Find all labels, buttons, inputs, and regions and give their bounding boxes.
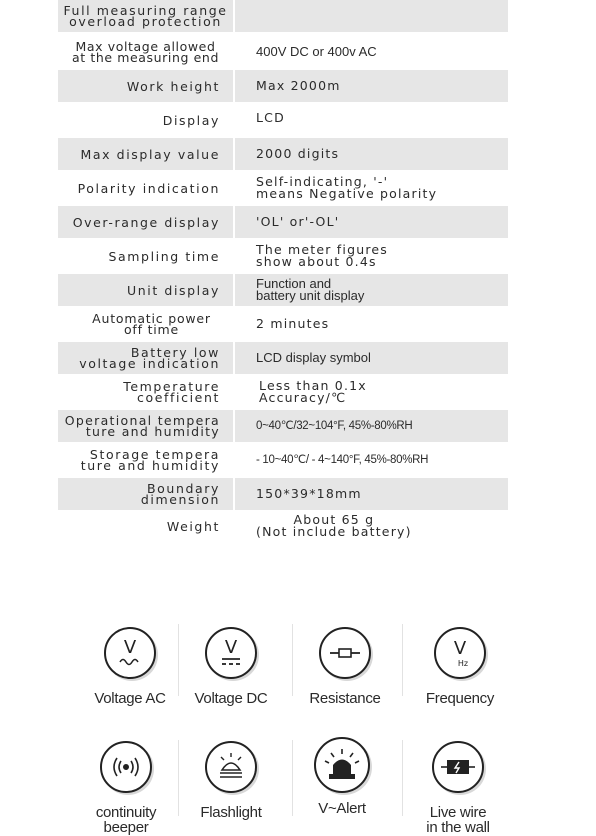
spec-label: Unit display <box>126 282 220 298</box>
feature-label: Voltage DC <box>194 690 268 707</box>
v-alert-icon <box>314 737 370 793</box>
spec-value: 0~40℃/32~104°F, 45%-80%RH <box>256 420 413 432</box>
spec-label: Weight <box>166 518 220 534</box>
spec-label: Max display value <box>80 146 220 162</box>
spec-value: 150*39*18mm <box>256 486 362 501</box>
spec-value: Function and battery unit display <box>256 276 365 303</box>
voltage-dc-icon <box>205 627 257 679</box>
feature-label: V~Alert <box>318 800 366 817</box>
feature-voltage-ac <box>75 627 185 706</box>
spec-value: 'OL' or'-OL' <box>256 214 340 229</box>
spec-label: Battery low voltage indication <box>79 345 220 371</box>
feature-label: Flashlight <box>200 804 262 821</box>
spec-label: Boundary dimension <box>140 481 220 507</box>
live-wire-icon <box>432 741 484 793</box>
feature-resistance <box>290 627 400 706</box>
spec-label: Operational tempera ture and humidity <box>64 413 220 439</box>
flashlight-icon <box>205 741 257 793</box>
spec-value: About 65 g (Not include battery) <box>256 512 412 539</box>
spec-label: Work height <box>126 78 220 94</box>
feature-label: Frequency <box>425 690 495 707</box>
spec-label: Polarity indication <box>77 180 220 196</box>
spec-value: Max 2000m <box>256 78 341 93</box>
resistance-icon <box>319 627 371 679</box>
spec-label: Sampling time <box>108 248 220 264</box>
spec-value: LCD display symbol <box>256 350 371 365</box>
spec-label: Automatic power off time <box>92 311 211 337</box>
spec-label: Temperature coefficient <box>123 379 220 405</box>
feature-continuity-beeper <box>71 741 181 835</box>
spec-value: LCD <box>256 110 285 125</box>
spec-value: 400V DC or 400v AC <box>256 44 377 59</box>
spec-value: - 10~40℃/ - 4~140°F, 45%-80%RH <box>256 454 429 466</box>
spec-label: Max voltage allowed at the measuring end <box>72 39 219 65</box>
continuity-beeper-icon <box>100 741 152 793</box>
svg-text:V: V <box>453 638 467 659</box>
feature-live-wire <box>403 741 513 835</box>
feature-voltage-dc <box>176 627 286 706</box>
spec-value: Less than 0.1x Accuracy/℃ <box>259 378 367 405</box>
feature-v-alert <box>287 737 397 816</box>
feature-label: Voltage AC <box>94 690 166 707</box>
feature-label: Live wire in the wall <box>426 804 490 836</box>
spec-label: Full measuring range overload protection <box>63 3 228 29</box>
spec-value: The meter figures show about 0.4s <box>256 242 388 269</box>
feature-flashlight <box>176 741 286 820</box>
feature-label: continuity beeper <box>95 804 157 836</box>
spec-label: Storage tempera ture and humidity <box>80 447 220 473</box>
spec-value: 2 minutes <box>256 316 330 331</box>
svg-text:V: V <box>123 637 137 658</box>
spec-value: 2000 digits <box>256 146 340 161</box>
spec-value: Self-indicating, '-' means Negative polarity <box>256 174 438 201</box>
feature-label: Resistance <box>309 690 381 707</box>
spec-label: Over-range display <box>72 214 220 230</box>
spec-label: Display <box>162 112 220 128</box>
frequency-icon <box>434 627 486 679</box>
voltage-ac-icon <box>104 627 156 679</box>
svg-text:V: V <box>224 637 238 658</box>
svg-text:Hz: Hz <box>457 659 469 668</box>
feature-frequency <box>405 627 515 706</box>
